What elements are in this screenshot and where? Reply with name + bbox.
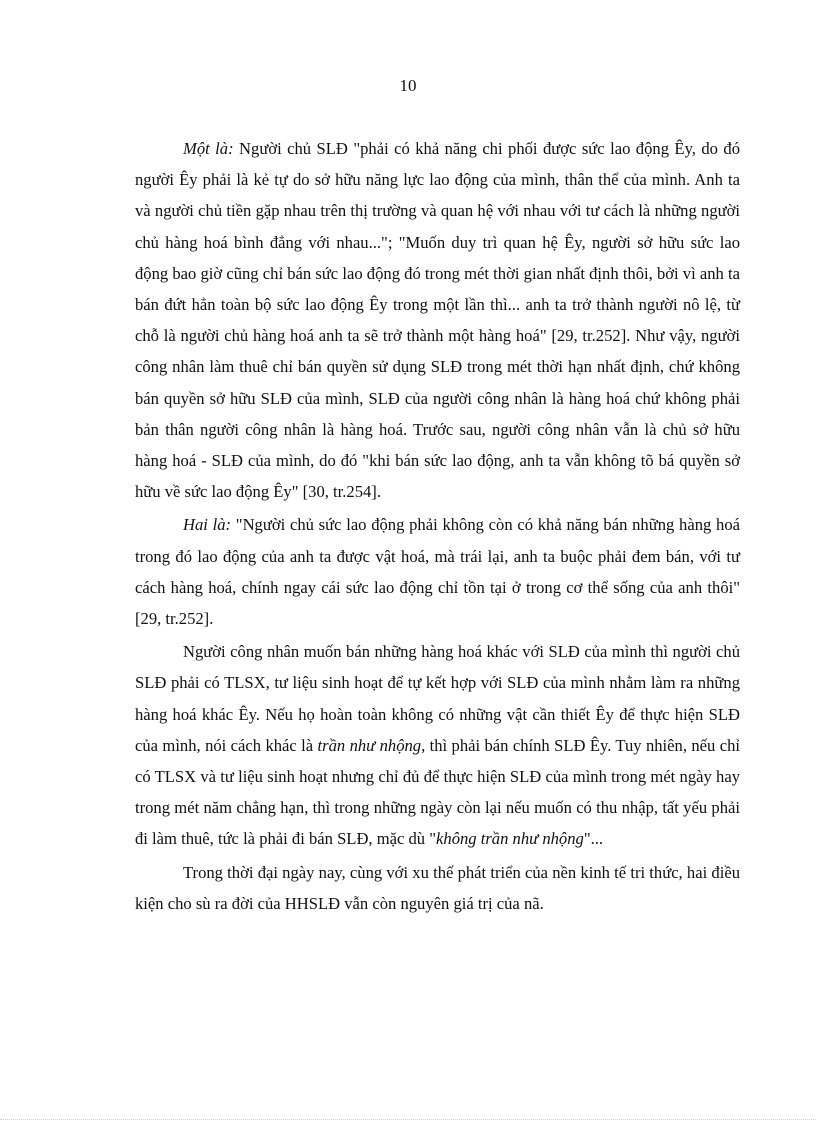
paragraph-mot-la [135,133,740,507]
paragraph-text: "... [583,829,604,849]
lead-mot-la: Một là: [183,139,234,158]
paragraph-nguoi-cong-nhan [135,636,740,854]
page-number: 10 [399,76,417,95]
paragraph-text: "Người chủ sức lao động phải không còn có khả năng bán những hàng hoá trong đó lao động của anh ta được vật hoá, mà trái lại, anh ta buộc phải đem bán, với tư cách hàng hoá, chính ngay cái sức lao động chỉ tồn tại ở trong cơ thể sống của anh thôi" [29, tr.252]. [135,515,740,629]
paragraph-text: Trong thời đại ngày nay, cùng với xu thế phát triển của nền kinh tế tri thức, hai điều kiện cho sù ra đời của HHSLĐ vẫn còn nguyên giá trị của nã. [135,862,740,913]
document-body [135,133,740,921]
paragraph-text: , thì phải bán chính SLĐ Êy. Tuy nhiên, nếu chỉ có TLSX và tư liệu sinh hoạt nhưng chỉ đủ để thực hiện SLĐ của mình trong mét ngày hay trong mét năm chẳng hạn, thì trong những ngày còn lại nếu muốn có thu nhập, tất yếu phải đi làm thuê, tức là phải đi bán SLĐ, mặc dù " [135,735,740,849]
paragraph-trong-thoi-dai [135,857,740,919]
lead-hai-la: Hai là: [183,515,232,535]
paragraph-hai-la [135,509,740,634]
italic-phrase: trần như nhộng [317,735,422,755]
italic-phrase: không trần như nhộng [436,829,584,849]
paragraph-text: Người chủ SLĐ "phải có khả năng chi phối được sức lao động Êy, do đó người Êy phải là kẻ tự do sở hữu năng lực lao động của mình, thân thể của mình. Anh ta và người chủ tiền gặp nhau trên thị trường và quan hệ với nhau với tư cách là những người chủ hàng hoá bình đẳng với nhau..."; "Muốn duy trì quan hệ Êy, người sở hữu sức lao động bao giờ cũng chỉ bán sức lao động đó trong mét thời gian nhất định thôi, bởi vì anh ta bán đứt hẳn toàn bộ sức lao động Êy trong một lần thì... anh ta trở thành người nô lệ, từ chỗ là người chủ hàng hoá anh ta sẽ trở thành một hàng hoá" [29, tr.252]. Như vậy, người công nhân làm thuê chỉ bán quyền sử dụng SLĐ trong mét thời hạn nhất định, chứ không bán quyền sở hữu SLĐ của mình, SLĐ của người công nhân là hàng hoá chứ không phải bản thân người công nhân là hàng hoá. Trước sau, người công nhân vẫn là chủ sở hữu hàng hoá - SLĐ của mình, do đó "khi bán sức lao động, anh ta vẫn không tõ bá quyền sở hữu về sức lao động Êy" [30, tr.254]. [135,139,741,502]
paragraph-text: Người công nhân muốn bán những hàng hoá khác với SLĐ của mình thì người chủ SLĐ phải có TLSX, tư liệu sinh hoạt để tự kết hợp với SLĐ của mình nhằm làm ra những hàng hoá khác Êy. Nếu họ hoàn toàn không có những vật cần thiết Êy để thực hiện SLĐ của mình, nói cách khác là [135,642,740,755]
page-bottom-border [0,1119,816,1120]
